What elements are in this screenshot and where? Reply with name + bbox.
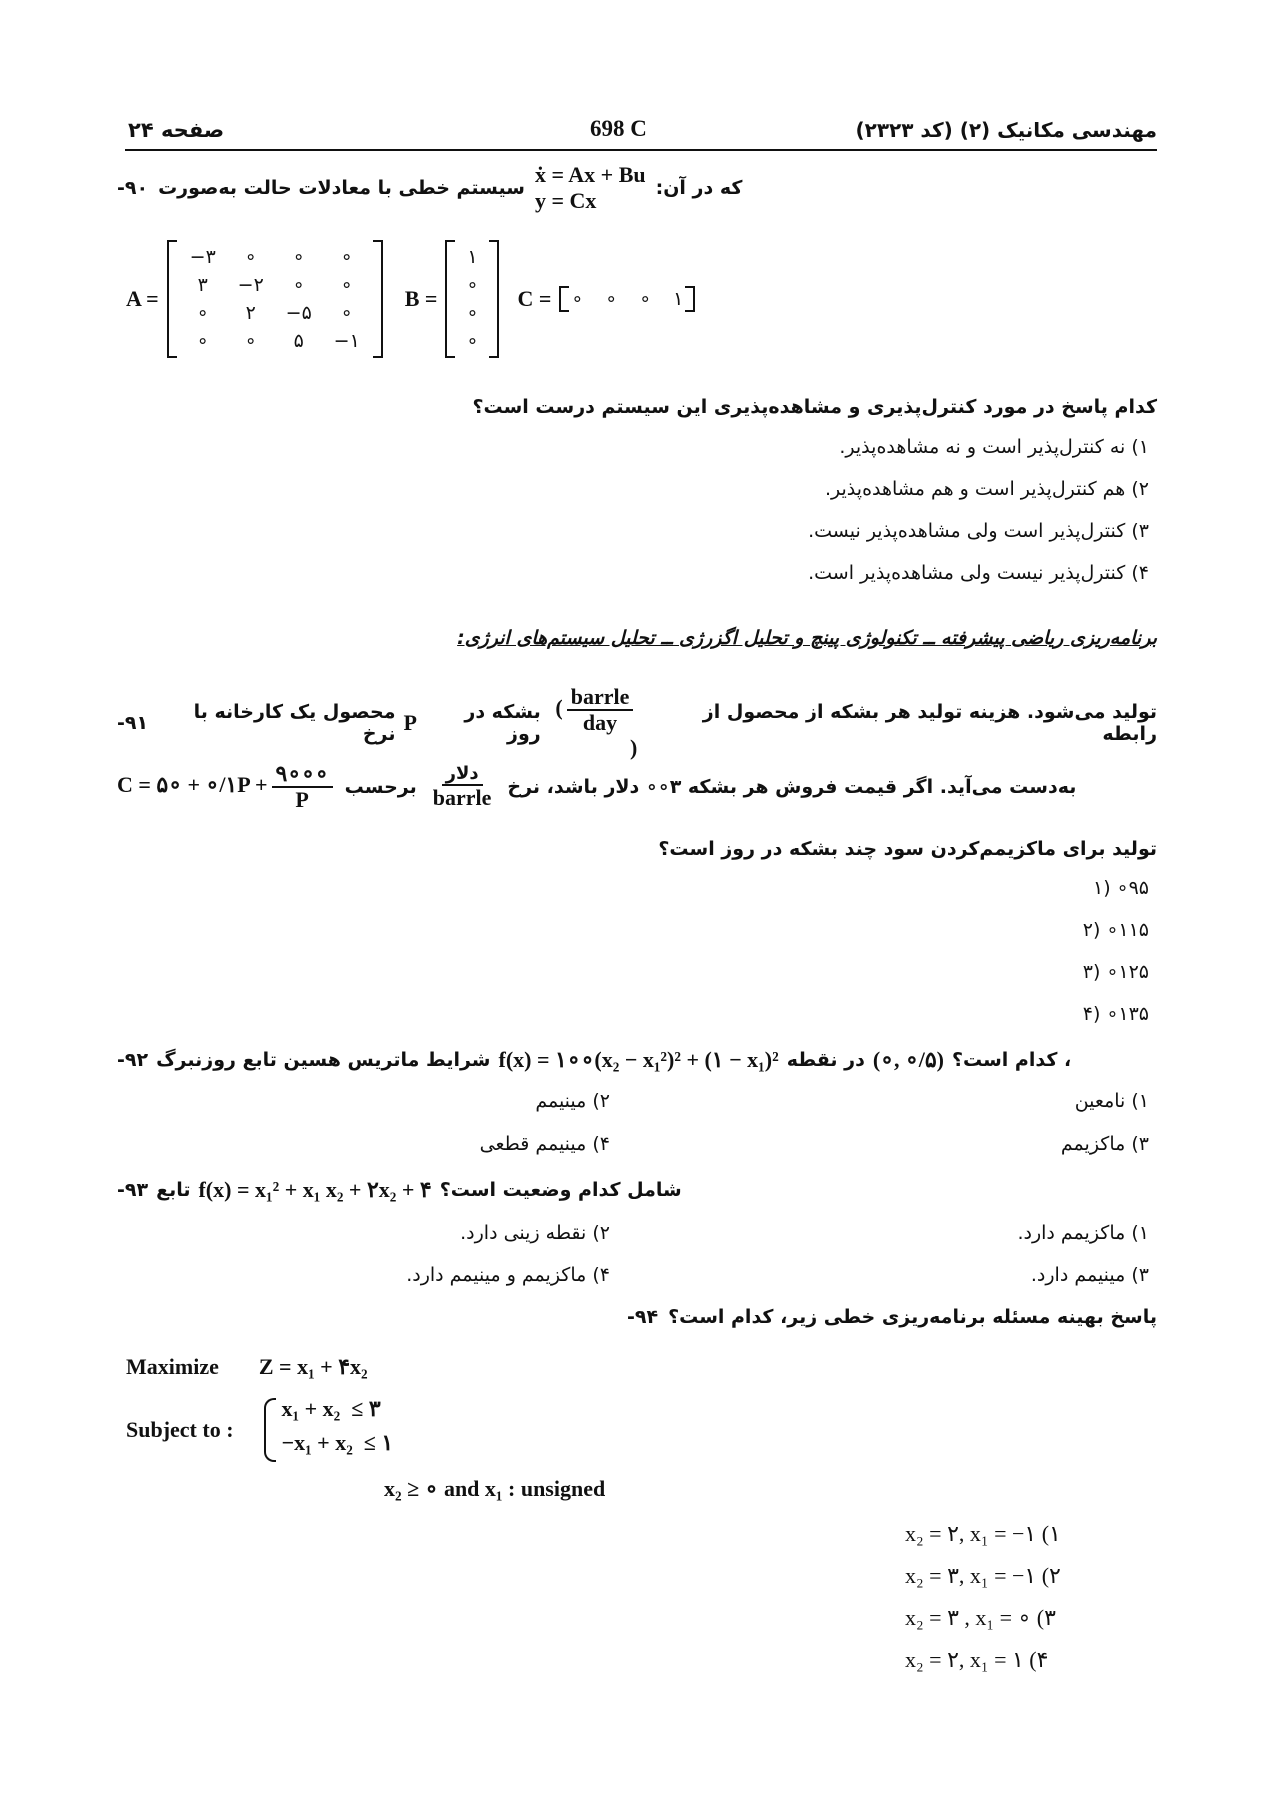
lp-problem bbox=[126, 1348, 605, 1502]
question-text: سیستم خطی با معادلات حالت به‌صورت bbox=[158, 177, 525, 199]
option[interactable]: ۳) مینیمم دارد. bbox=[1030, 1264, 1149, 1286]
question-text: شامل کدام وضعیت است؟ bbox=[439, 1179, 682, 1201]
function-expression: f(x) = x₁² + x₁ x₂ + ۲x₂ + ۴ bbox=[198, 1177, 432, 1202]
matrix-cell: ∘ bbox=[605, 288, 618, 310]
matrix-cell: ∘ bbox=[196, 330, 209, 352]
output-equation: y = Cx bbox=[534, 188, 597, 213]
matrix-cell: ∘ bbox=[292, 246, 305, 268]
option[interactable]: ۳) کنترل‌پذیر است ولی مشاهده‌پذیر نیست. bbox=[808, 520, 1149, 542]
matrix-b bbox=[445, 240, 499, 358]
option[interactable]: x₂ = ۳, x₁ = −۱ (۲ bbox=[905, 1563, 1061, 1588]
question-text: به‌دست می‌آید. اگر قیمت فروش هر بشکه ۳∘∘ دلار باشد، نرخ bbox=[507, 776, 1077, 799]
matrix-cell: ۲ bbox=[245, 302, 256, 324]
option[interactable]: ۱۱۵∘ (۲ bbox=[1082, 919, 1149, 941]
booklet-code: 698 C bbox=[590, 116, 647, 141]
fraction-denominator: P bbox=[295, 787, 309, 813]
constraint: x₁ + x₂ ≤ ۳ bbox=[281, 1396, 381, 1421]
course-title: مهندسی مکانیک (۲) (کد ۲۳۲۳) bbox=[855, 118, 1157, 142]
matrix-cell: ∘ bbox=[340, 302, 353, 324]
option[interactable]: ۴) ماکزیمم و مینیمم دارد. bbox=[406, 1264, 610, 1286]
matrix-cell: ۱ bbox=[467, 246, 478, 268]
matrix-cell: ۵ bbox=[293, 330, 304, 352]
question-text: پاسخ بهینه مسئله برنامه‌ریزی خطی زیر، کدام است؟ bbox=[668, 1306, 1157, 1328]
question-number: ۹۳- bbox=[117, 1179, 149, 1201]
constraint-system bbox=[264, 1396, 394, 1464]
matrix-cell: −۳ bbox=[189, 246, 216, 268]
matrix-cell: ∘ bbox=[466, 302, 479, 324]
question-90 bbox=[117, 162, 1157, 214]
option[interactable]: ۱) نه کنترل‌پذیر است و نه مشاهده‌پذیر. bbox=[839, 436, 1149, 458]
question-text: شرایط ماتریس هسین تابع روزنبرگ bbox=[156, 1049, 491, 1071]
state-equations bbox=[535, 162, 646, 214]
option[interactable]: ۹۵∘ (۱ bbox=[1093, 877, 1149, 899]
matrix-cell: ∘ bbox=[340, 246, 353, 268]
option[interactable]: ۱۲۵∘ (۳ bbox=[1082, 961, 1149, 983]
header-divider bbox=[125, 149, 1157, 151]
question-91-line2 bbox=[117, 762, 1157, 812]
option[interactable]: ۳) ماکزیمم bbox=[1060, 1133, 1149, 1155]
question-91-options bbox=[1083, 877, 1149, 1045]
matrix-cell: −۲ bbox=[237, 274, 264, 296]
question-90-prompt: کدام پاسخ در مورد کنترل‌پذیری و مشاهده‌پذیری این سیستم درست است؟ bbox=[472, 396, 1157, 418]
question-text: در نقطه bbox=[786, 1049, 865, 1071]
matrix-c bbox=[559, 286, 695, 312]
section-title: برنامه‌ریزی ریاضی پیشرفته ــ تکنولوژی پینچ و تحلیل اگزرژی ــ تحلیل سیستم‌های انرژی: bbox=[457, 627, 1157, 649]
cost-equation-left: C = ۵∘ + ∘/۱P + bbox=[117, 772, 268, 798]
question-number: ۹۲- bbox=[117, 1049, 149, 1071]
option[interactable]: ۱) ماکزیمم دارد. bbox=[1017, 1222, 1149, 1244]
unit-fraction bbox=[425, 764, 500, 810]
question-text: ، کدام است؟ bbox=[951, 1049, 1072, 1071]
fraction-numerator: ۹∘∘∘ bbox=[272, 762, 333, 788]
state-equation: ẋ = Ax + Bu bbox=[534, 162, 646, 187]
matrix-cell: ∘ bbox=[292, 274, 305, 296]
matrix-cell: −۱ bbox=[333, 330, 360, 352]
matrix-cell: ∘ bbox=[340, 274, 353, 296]
evaluation-point: (∘, ∘/۵) bbox=[872, 1047, 944, 1072]
constraint: −x₁ + x₂ ≤ ۱ bbox=[281, 1430, 394, 1455]
subject-to-label: Subject to : bbox=[126, 1417, 234, 1442]
matrix-a bbox=[167, 240, 383, 358]
cost-equation bbox=[117, 762, 337, 812]
option[interactable]: ۴) مینیمم قطعی bbox=[479, 1133, 610, 1155]
question-94-options bbox=[905, 1521, 1061, 1689]
matrix-cell: ∘ bbox=[466, 330, 479, 352]
question-number: ۹۱- bbox=[117, 712, 149, 735]
page-number: صفحه ۲۴ bbox=[128, 118, 225, 142]
option[interactable]: ۱۳۵∘ (۴ bbox=[1082, 1003, 1149, 1025]
option[interactable]: ۲) هم کنترل‌پذیر است و هم مشاهده‌پذیر. bbox=[825, 478, 1149, 500]
question-text: تابع bbox=[156, 1179, 191, 1201]
matrix-a-label: A = bbox=[126, 286, 159, 311]
option[interactable]: x₂ = ۲, x₁ = ۱ (۴ bbox=[905, 1647, 1049, 1672]
question-text: برحسب bbox=[344, 776, 417, 799]
matrix-cell: ∘ bbox=[244, 246, 257, 268]
question-91 bbox=[117, 685, 1157, 761]
question-92 bbox=[117, 1047, 1157, 1073]
question-number: ۹۰- bbox=[117, 177, 149, 199]
option[interactable]: ۱) نامعین bbox=[1074, 1090, 1149, 1112]
rate-symbol: P bbox=[403, 710, 417, 736]
question-91-line3: تولید برای ماکزیمم‌کردن سود چند بشکه در روز است؟ bbox=[658, 838, 1157, 860]
maximize-label: Maximize bbox=[126, 1354, 219, 1379]
matrix-cell: ∘ bbox=[244, 330, 257, 352]
question-93 bbox=[117, 1177, 1157, 1203]
fraction-denominator: day bbox=[582, 710, 618, 736]
objective-function: Z = x₁ + ۴x₂ bbox=[258, 1354, 368, 1379]
question-94 bbox=[627, 1306, 1157, 1328]
question-text: محصول یک کارخانه با نرخ bbox=[193, 701, 396, 746]
matrix-cell: ∘ bbox=[639, 288, 652, 310]
matrix-cell: ۱ bbox=[673, 288, 684, 310]
fraction-numerator: دلار bbox=[442, 764, 483, 786]
option[interactable]: ۲) مینیمم bbox=[535, 1090, 610, 1112]
question-text-tail: که در آن: bbox=[655, 177, 743, 199]
question-text: بشکه در روز bbox=[464, 701, 541, 746]
matrix-cell: ∘ bbox=[466, 274, 479, 296]
matrix-cell: ∘ bbox=[571, 288, 584, 310]
question-number: ۹۴- bbox=[626, 1306, 659, 1328]
fraction-denominator: barrle bbox=[432, 784, 492, 810]
matrix-cell: ۳ bbox=[197, 274, 208, 296]
matrix-b-label: B = bbox=[404, 286, 438, 311]
matrix-cell: −۵ bbox=[285, 302, 312, 324]
option[interactable]: ۲) نقطه زینی دارد. bbox=[460, 1222, 610, 1244]
matrix-cell: ∘ bbox=[196, 302, 209, 324]
question-90-options bbox=[808, 436, 1149, 604]
rosenbrock-function: f(x) = ۱∘∘(x₂ − x₁²)² + (۱ − x₁)² bbox=[498, 1047, 779, 1072]
option[interactable]: x₂ = ۲, x₁ = −۱ (۱ bbox=[905, 1521, 1061, 1546]
matrix-c-label: C = bbox=[517, 286, 552, 311]
option[interactable]: x₂ = ۳ , x₁ = ∘ (۳ bbox=[905, 1605, 1056, 1630]
fraction-numerator: barrle bbox=[567, 685, 634, 711]
option[interactable]: ۴) کنترل‌پذیر نیست ولی مشاهده‌پذیر است. bbox=[808, 562, 1149, 584]
matrices-row bbox=[126, 240, 695, 358]
sign-constraint: x₂ ≥ ∘ and x₁ : unsigned bbox=[384, 1476, 606, 1501]
question-text: تولید می‌شود. هزینه تولید هر بشکه از محصول از رابطه bbox=[702, 701, 1158, 746]
unit-fraction: ( $\frac{\text{barrle}}{\text{day}}$ ) bbox=[555, 684, 638, 761]
